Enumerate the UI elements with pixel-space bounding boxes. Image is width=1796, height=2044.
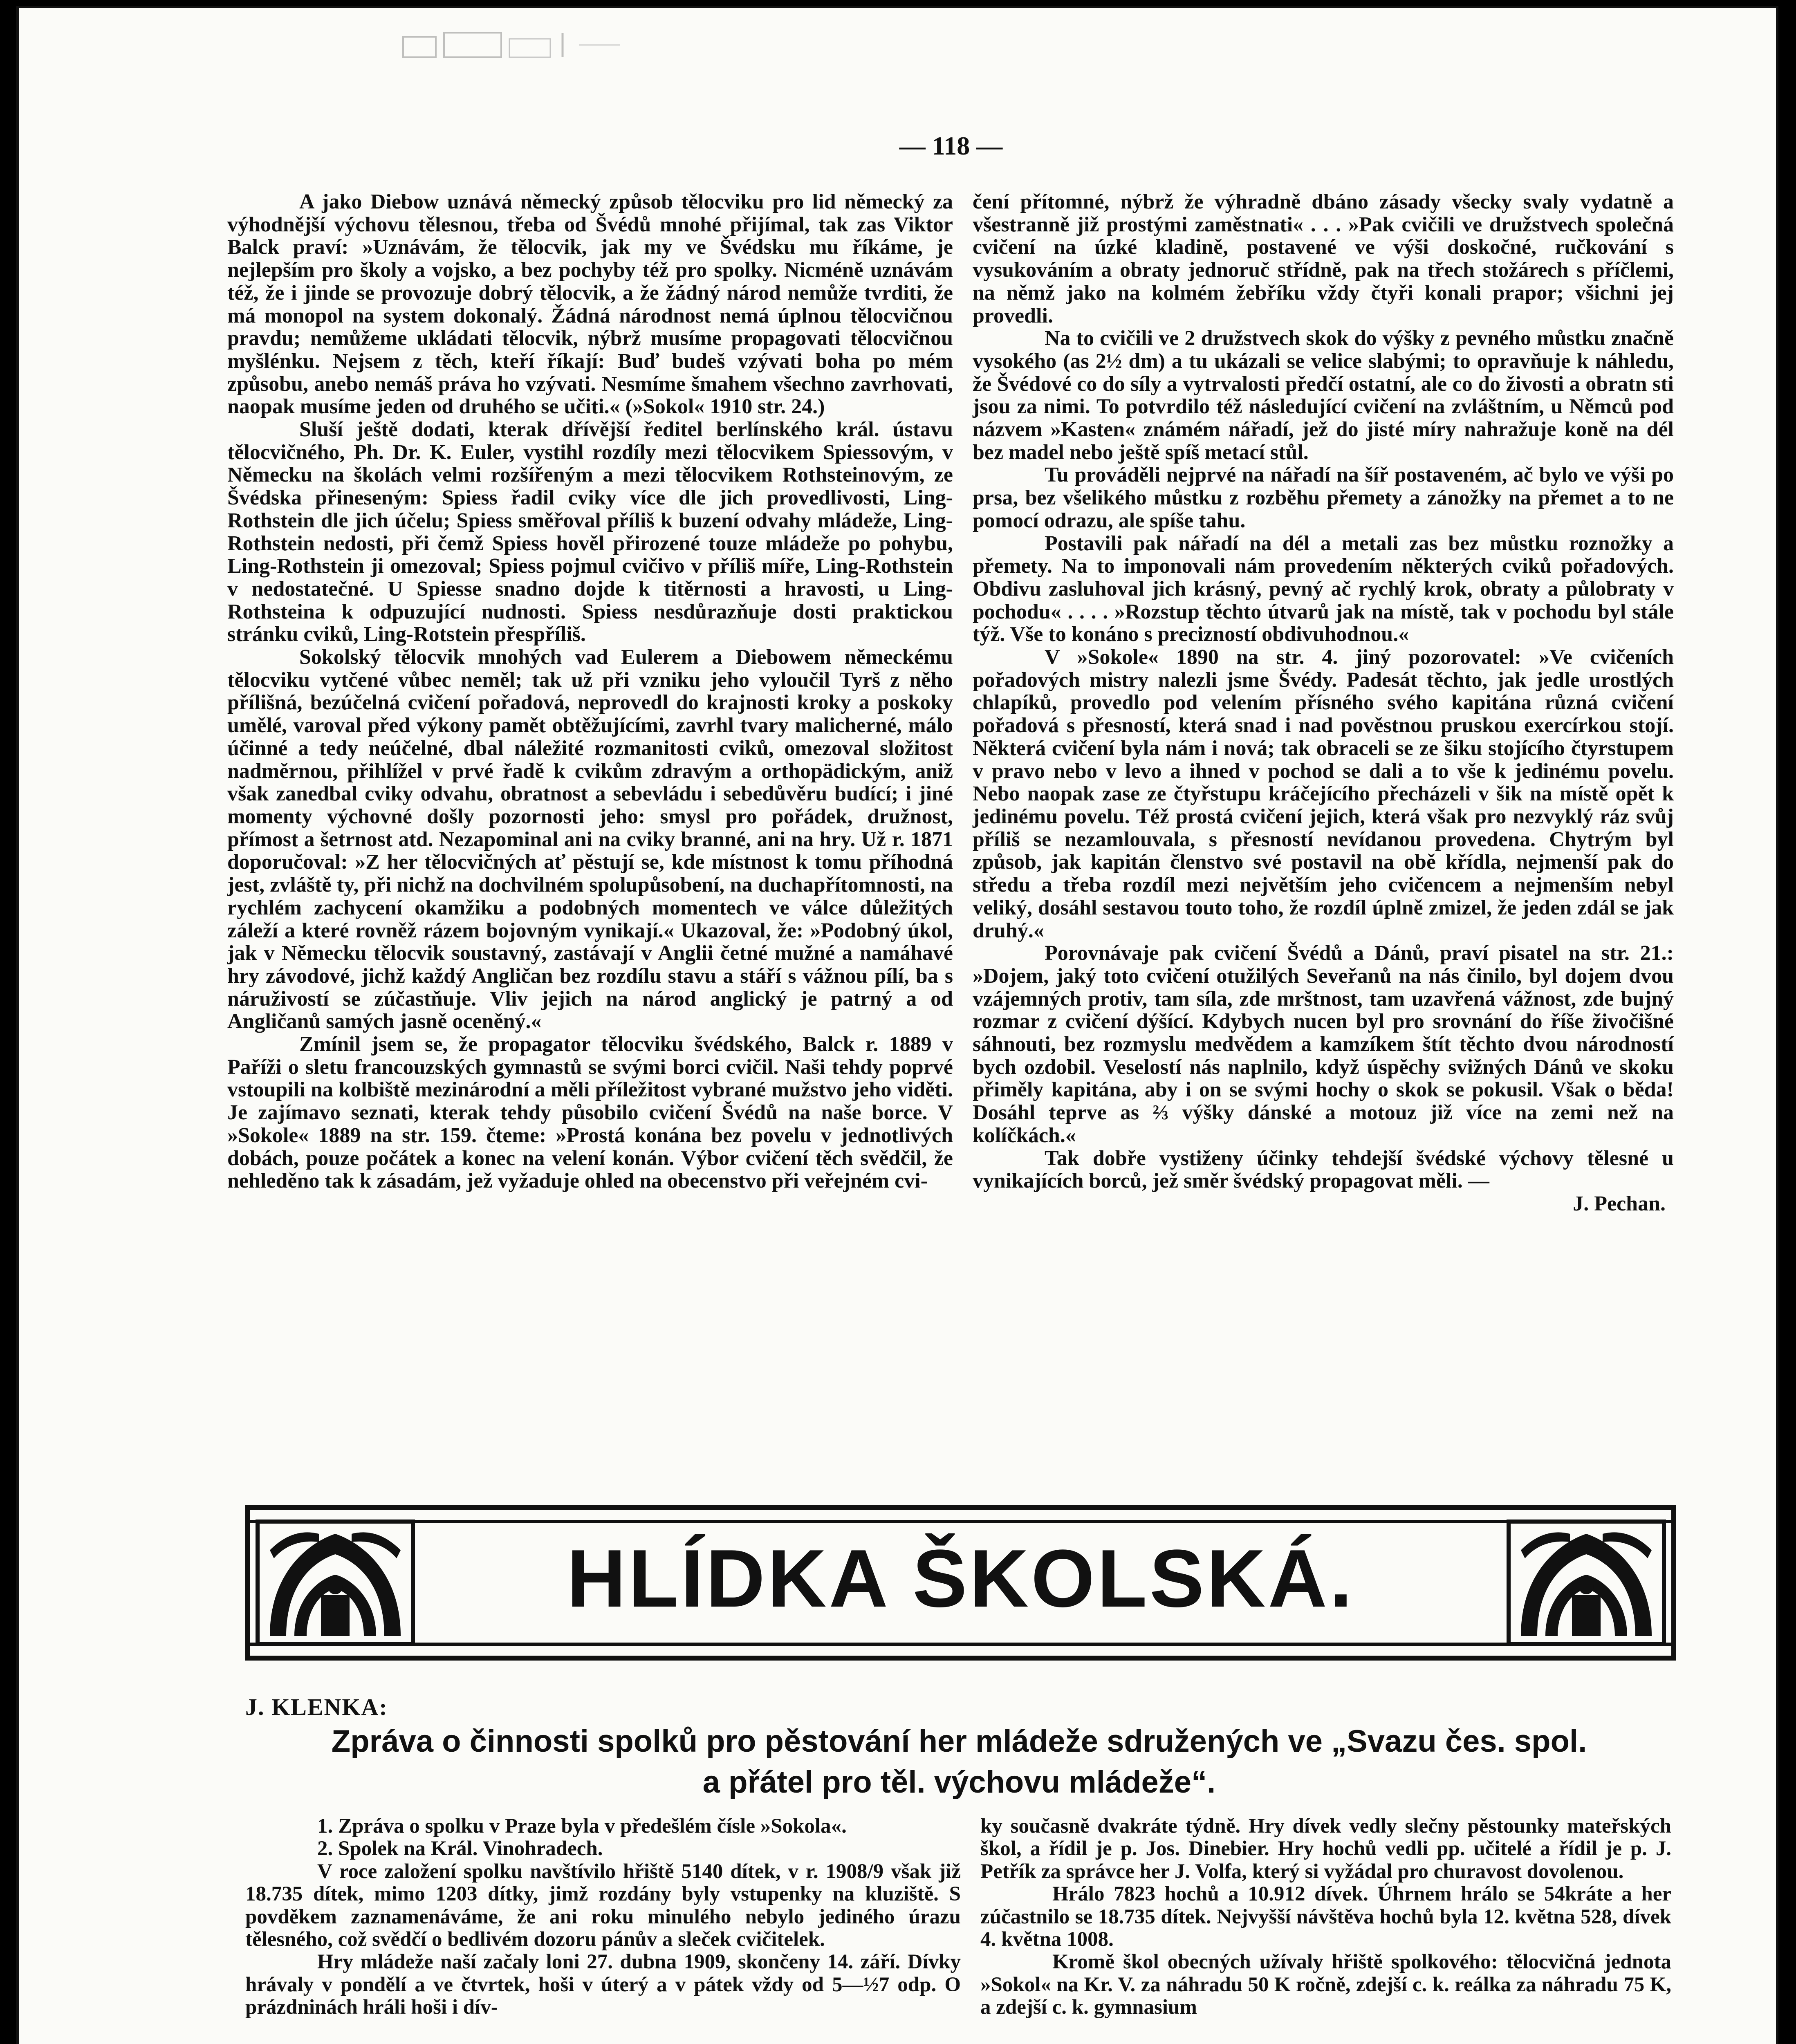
paragraph: Tu prováděli nejprvé na nářadí na šíř postaveném, ač bylo ve výši po prsa, bez všelikého můstku z rozběhu přemety a zánožky na přemet a to ne pomocí odrazu, ale spíše tahu. bbox=[973, 463, 1674, 532]
section-title: HLÍDKA ŠKOLSKÁ. bbox=[567, 1533, 1355, 1624]
article2-column-left bbox=[245, 1815, 961, 2019]
paragraph: Porovnávaje pak cvičení Švédů a Dánů, praví pisatel na str. 21.: »Dojem, jaký toto cvičení otužilých Seveřanů na nás činilo, byl dojem dvou vzájemných protiv, tam síla, zde mrštnost, tam uzavřená vážnost, zde bujný rozmar z cvičení dýšící. Kdybych nucen byl pro srovnání do říše živočišné sáhnouti, bez rozmyslu medvědem a kamzíkem štít těchto dvou národností bych ozdobil. Veselostí nás naplnilo, když úspěchy svižných Dánů ve skoku přiměly kapitána, aby i on se svými hochy o skok se pokusil. Však o běda! Dosáhl teprve as ⅔ výšky dánské a motouz již více na zemi než na kolíčkách.« bbox=[973, 941, 1674, 1147]
newspaper-page bbox=[16, 6, 1778, 2044]
paragraph: Sluší ještě dodati, kterak dřívější ředitel berlínského král. ústavu tělocvičného, Ph. Dr. K. Euler, vystihl rozdíly mezi tělocvikem Spiessovým, v Německu na školách velmi rozšířeným a mezi tělocvikem Rothsteinovým, ze Švédska přineseným: Spiess řadil cviky více dle jich provedlivosti, Ling-Rothstein dle jich účelu; Spiess směřoval příliš k buzení odvahy mládeže, Ling-Rothstein nedosti, při čemž Spiess hověl přirozené touze mládeže po pohybu, Ling-Rothstein ji omezoval; Spiess pojmul cvičivo v příliš míře, Ling-Rothstein v nedostatečné. U Spiesse snadno dojde k titěrnosti a hravosti, u Ling-Rothsteina k odpuzující nudnosti. Spiess nesdůrazňuje dosti praktickou stránku cviků, Ling-Rotstein přespříliš. bbox=[227, 418, 953, 646]
paragraph: Na to cvičili ve 2 družstvech skok do výšky z pevného můstku značně vysokého (as 2½ dm) a tu ukázali se velice slabými; to opravňuje k náhledu, že Švédové co do síly a vytrvalosti předčí ostatní, ale co do živosti a obratn sti jsou za nimi. To potvrdilo též následující cvičení na zvláštním, u Němců pod názvem »Kasten« známém nářadí, jež do jisté míry nahražuje koně na dél bez madel nebo ještě spíš metací stůl. bbox=[973, 327, 1674, 464]
paragraph: Sokolský tělocvik mnohých vad Eulerem a Diebowem německému tělocviku vytčené vůbec neměl; tak už při vzniku jeho vyloučil Tyrš z něho přílišná, bezúčelná cvičení pořadová, neprovedl do krajnosti kroky a poskoky umělé, varoval před výkony pamět obtěžujícími, zavrhl tvary malicherné, málo účinné a tedy neúčelné, dbal náležité rozmanitosti cviků, omezoval složitost nadměrnou, přihlížel v prvé řadě k cvikům zdravým a orthopädickým, aniž však zanedbal cviky odvahu, obratnost a sebevládu i sebedůvěru budící; i jiné momenty výchovné došly pozornosti jeho: smysl pro pořádek, družnost, přímost a šetrnost atd. Nezapominal ani na cviky branné, ani na hry. Už r. 1871 doporučoval: »Z her tělocvičných ať pěstují se, kde místnost k tomu příhodná jest, zvláště ty, při nichž na dochvilném spolupůsobení, na duchapřítomnosti, na rychlém zachycení okamžiku a podobných momentech ve válce důležitých záleží a které rovněž rázem bojovným vynikají.« Ukazoval, že: »Podobný úkol, jak v Německu tělocvik soustavný, zastávají v Anglii četné mužné a namáhavé hry závodové, jichž každý Angličan bez rozdílu stavu a stáří s vážnou pílí, ba s náruživostí se zúčastňuje. Vliv jejich na národ anglický je patrný a od Angličanů samých jasně oceněný.« bbox=[227, 645, 953, 1033]
article2-column-right bbox=[980, 1815, 1671, 2019]
article1-column-left bbox=[227, 191, 953, 1192]
paragraph: 2. Spolek na Král. Vinohradech. bbox=[317, 1837, 603, 1860]
paragraph: V roce založení spolku navštívilo hřiště 5140 dítek, v r. 1908/9 však již 18.735 dítek, mimo 1203 dítky, jimž rozdány byly vstupenky na kluziště. S povděkem zaznamenáváme, že ani roku minulého nebylo jediného úrazu tělesného, což svědčí o bedlivém dozoru pánův a sleček cvičitelek. bbox=[245, 1860, 961, 1951]
article-title-line: Zpráva o činnosti spolků pro pěstování her mládeže sdružených ve „Svazu čes. spol. bbox=[331, 1724, 1587, 1759]
author-signature: J. Pechan. bbox=[1573, 1192, 1666, 1215]
section-banner bbox=[245, 1505, 1676, 1661]
article1-column-right bbox=[973, 191, 1674, 1215]
paragraph: V »Sokole« 1890 na str. 4. jiný pozorovatel: »Ve cvičeních pořadových mistry nalezli jsme Švédy. Padesát těchto, jak jedle urostlých chlapíků, provedlo pod velením přísného svého kapitána různá cvičení pořadová s přesností, která snad i nad pověstnou pruskou exercírkou stojí. Některá cvičení byla nám i nová; tak obraceli se ze šiku stojícího čtyrstupem v pravo nebo v levo a ihned v pochod se dali a to vše k jedinému povelu. Nebo naopak zase ze čtyřstupu kráčejícího přecházeli v šik na místě opět k jedinému povelu. Též prostá cvičení jejich, která však pro nezvyklý ráz svůj příliš se nezamlouvala, s přesností nevídanou provedena. Chytrým byl způsob, jak kapitán členstvo své postavil na obě křídla, nejmenší pak do středu a třeba rozdíl mezi největším jeho cvičencem a nejmenším nebyl veliký, dosáhl sestavou touto toho, že rozdíl úplně zmizel, že jeden zdál se jak druhý.« bbox=[973, 645, 1674, 942]
paragraph: A jako Diebow uznává německý způsob tělocviku pro lid německý za výhodnější výchovu tělesnou, třeba od Švédů mnohé přijímal, tak zas Viktor Balck praví: »Uznávám, že tělocvik, jak my ve Švédsku mu říkáme, je nejlepším pro školy a vojsko, a bez pochyby též pro spolky. Nicméně uznávám též, že i jinde se provozuje dobrý tělocvik, a že žádný národ nemůže tvrditi, že má monopol na system dokonalý. Žádná národnost nemá úplnou tělocvičnou pravdu; nemůžeme ukládati tělocvik, nýbrž musíme propagovati tělocvičnou myšlénku. Nejsem z těch, kteří říkají: Buď budeš vzývati boha po mém způsobu, anebo nemáš práva ho vzývati. Nesmíme šmahem všechno zavrhovati, naopak musíme jeden od druhého se učiti.« (»Sokol« 1910 str. 24.) bbox=[227, 190, 953, 419]
paragraph: Postavili pak nářadí na dél a metali zas bez můstku roznožky a přemety. Na to imponovali nám provedením některých cviků pořadových. Obdivu zasluhoval jich krásný, pevný ač rychlý krok, obraty a půlobraty v pochodu« . . . . »Rozstup těchto útvarů jak na místě, tak v pochodu byl stále týž. Vše to konáno s precizností obdivuhodnou.« bbox=[973, 531, 1674, 646]
paragraph: Hry mládeže naší začaly loni 27. dubna 1909, skončeny 14. září. Dívky hrávaly v pondělí a ve čtvrtek, hoši v úterý a v pátek vždy od 5—½7 odp. O prázdninách hráli hoši i dív- bbox=[245, 1950, 961, 2019]
page-number: — 118 — bbox=[899, 131, 1003, 160]
paragraph: Zmínil jsem se, že propagator tělocviku švédského, Balck r. 1889 v Paříži o sletu francouzských gymnastů se svými borci cvičil. Naši tehdy poprvé vstoupili na kolbiště mezinárodní a měli příležitost vybrané mužstvo jeho viděti. Je zajímavo seznati, kterak tehdy působilo cvičení Švédů na naše borce. V »Sokole« 1889 na str. 159. čteme: »Prostá konána bez povelu v jednotlivých dobách, pouze počátek a konec na velení konán. Výbor cvičení těch svědčil, že nehleděno tak k zásadám, jež vyžaduje ohled na obecenstvo při veřejném cvi- bbox=[227, 1033, 953, 1193]
paragraph: 1. Zpráva o spolku v Praze byla v předešlém čísle »Sokola«. bbox=[317, 1815, 847, 1838]
paragraph: Kromě škol obecných užívaly hřiště spolkového: tělocvičná jednota »Sokol« na Kr. V. za náhradu 50 K ročně, zdejší c. k. reálka za náhradu 75 K, a zdejší c. k. gymnasium bbox=[980, 1950, 1671, 2019]
article-title-line: a přátel pro těl. výchovu mládeže“. bbox=[702, 1765, 1216, 1800]
stamp-smudge bbox=[399, 29, 628, 61]
article-author: J. KLENKA: bbox=[245, 1694, 388, 1720]
paragraph: čení přítomné, nýbrž že výhradně dbáno zásady všecky svaly vydatně a všestranně již prostými zaměstnati« . . . »Pak cvičili ve družstvech společná cvičení na úzké kladině, postavené ve výši doskočné, ručkování s vysukováním a obraty jednoruč střídně, pak na třech stožárech s příčlemi, na němž jako na kolmém žebříku vždy čtyři konali prapor; všichni jej provedli. bbox=[973, 190, 1674, 327]
paragraph: ky současně dvakráte týdně. Hry dívek vedly slečny pěstounky mateřských škol, a řídil je p. Jos. Dinebier. Hry hochů vedli pp. učitelé a řídil je p. J. Petřík za správce her J. Volfa, který si vyžádal pro churavost dovolenou. bbox=[980, 1815, 1671, 1883]
article-title bbox=[240, 1721, 1679, 1803]
paragraph: Tak dobře vystiženy účinky tehdejší švédské výchovy tělesné u vynikajících borců, jež směr švédský propagovat měli. — bbox=[973, 1146, 1674, 1193]
paragraph: Hrálo 7823 hochů a 10.912 dívek. Úhrnem hrálo se 54kráte a her zúčastnilo se 18.735 dítek. Nejvyšší návštěva hochů byla 12. května 528, dívek 4. května 1008. bbox=[980, 1883, 1671, 1951]
